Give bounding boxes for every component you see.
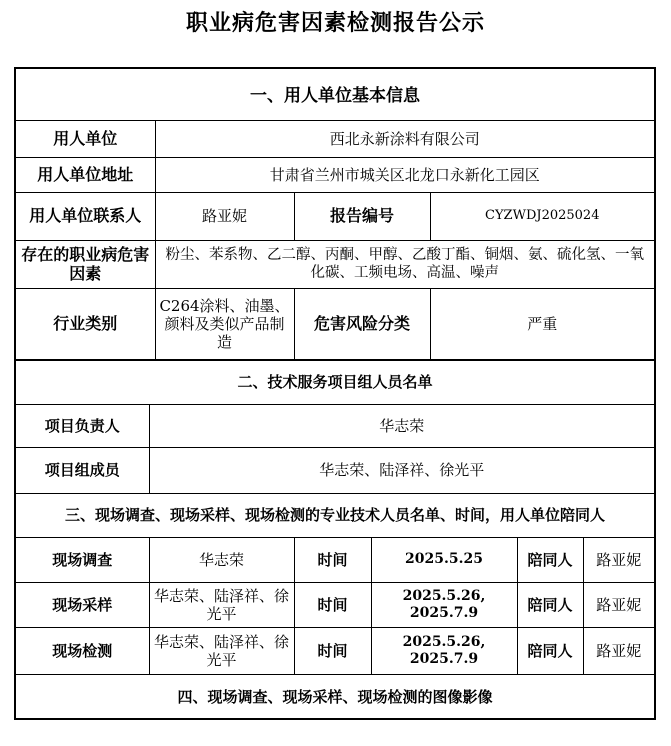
survey-dates — [371, 537, 517, 582]
testing-dates — [371, 627, 517, 674]
sampling-companion-label: 陪同人 — [517, 582, 583, 627]
risk-label: 危害风险分类 — [294, 288, 430, 359]
leader-value: 华志荣 — [149, 404, 654, 447]
industry-value: C264涂料、油墨、颜料及类似产品制造 — [155, 288, 294, 359]
table-row — [16, 627, 654, 674]
sampling-date-2: 2025.7.9 — [409, 604, 479, 621]
survey-date-1: 2025.5.25 — [405, 551, 483, 568]
section3-heading: 三、现场调查、现场采样、现场检测的专业技术人员名单、时间，用人单位陪同人 — [16, 493, 654, 537]
page-title: 职业病危害因素检测报告公示 — [185, 11, 485, 36]
report-no-value: CYZWDJ2025024 — [430, 192, 654, 240]
staff-table — [16, 360, 654, 721]
testing-people: 华志荣、陆泽祥、徐光平 — [149, 627, 294, 674]
sampling-date-1: 2025.5.26, — [402, 587, 486, 604]
hazards-value: 粉尘、苯系物、乙二醇、丙酮、甲醇、乙酸丁酯、铜烟、氨、硫化氢、一氧化碳、工频电场、高温、噪声 — [155, 240, 654, 288]
sampling-label: 现场采样 — [16, 582, 149, 627]
report-table — [14, 67, 656, 720]
survey-label: 现场调查 — [16, 537, 149, 582]
sampling-people: 华志荣、陆泽祥、徐光平 — [149, 582, 294, 627]
survey-companion-label: 陪同人 — [517, 537, 583, 582]
members-label: 项目组成员 — [16, 447, 149, 493]
survey-time-label: 时间 — [294, 537, 371, 582]
testing-time-label: 时间 — [294, 627, 371, 674]
report-no-label: 报告编号 — [294, 192, 430, 240]
address-value: 甘肃省兰州市城关区北龙口永新化工园区 — [155, 157, 654, 192]
unit-value: 西北永新涂料有限公司 — [155, 120, 654, 157]
table-row — [16, 537, 654, 582]
industry-label: 行业类别 — [16, 288, 155, 359]
section2-heading: 二、技术服务项目组人员名单 — [16, 360, 654, 404]
section1-heading: 一、用人单位基本信息 — [16, 73, 654, 120]
hazards-label: 存在的职业病危害因素 — [16, 240, 155, 288]
testing-date-2: 2025.7.9 — [409, 650, 479, 667]
testing-companion: 路亚妮 — [583, 627, 654, 674]
contact-label: 用人单位联系人 — [16, 192, 155, 240]
testing-label: 现场检测 — [16, 627, 149, 674]
testing-companion-label: 陪同人 — [517, 627, 583, 674]
survey-people: 华志荣 — [149, 537, 294, 582]
sampling-dates — [371, 582, 517, 627]
address-label: 用人单位地址 — [16, 157, 155, 192]
sampling-time-label: 时间 — [294, 582, 371, 627]
section4-heading: 四、现场调查、现场采样、现场检测的图像影像 — [16, 674, 654, 720]
sampling-companion: 路亚妮 — [583, 582, 654, 627]
survey-companion: 路亚妮 — [583, 537, 654, 582]
testing-date-1: 2025.5.26, — [402, 633, 486, 650]
risk-value: 严重 — [430, 288, 654, 359]
table-row — [16, 582, 654, 627]
basic-info-table — [16, 73, 654, 360]
unit-label: 用人单位 — [16, 120, 155, 157]
leader-label: 项目负责人 — [16, 404, 149, 447]
members-value: 华志荣、陆泽祥、徐光平 — [149, 447, 654, 493]
contact-value: 路亚妮 — [155, 192, 294, 240]
